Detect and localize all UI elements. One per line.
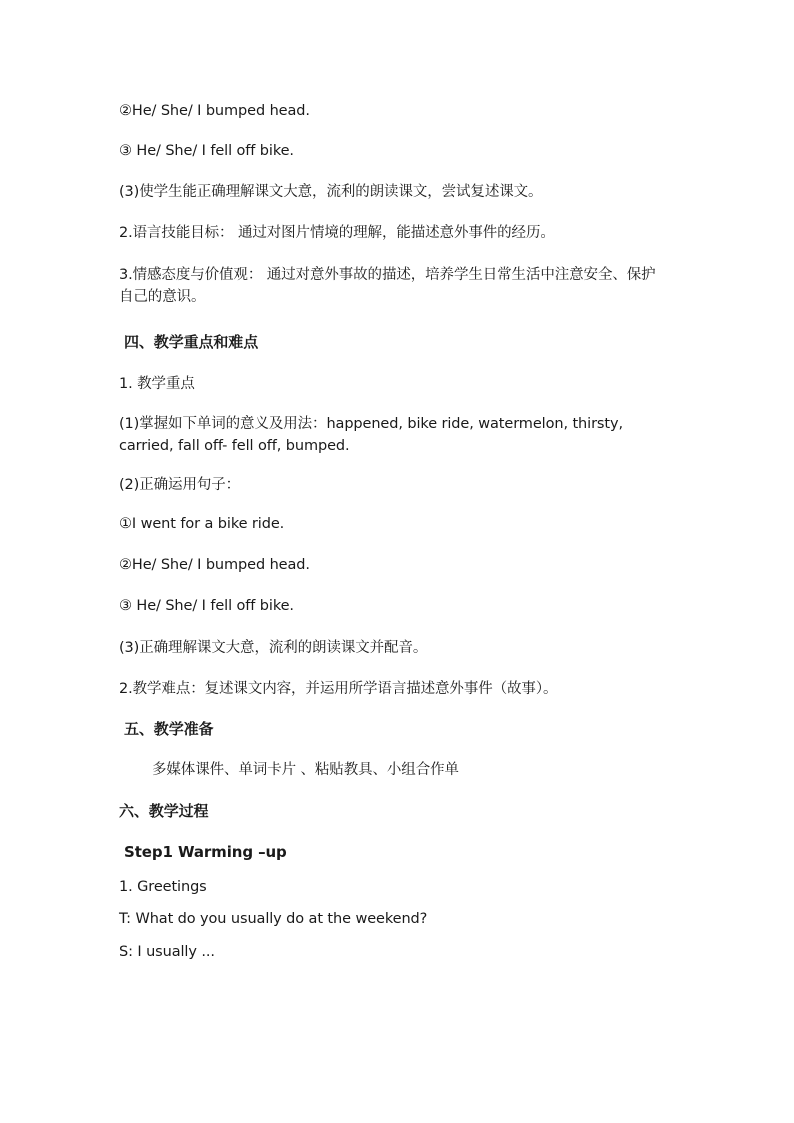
section-heading-process: 六、教学过程 (119, 802, 209, 820)
teacher-question: T: What do you usually do at the weekend? (119, 911, 428, 927)
emotion-attitude-objective: 3.情感态度与价值观： 通过对意外事故的描述，培养学生日常生活中注意安全、保护自己的意识。 (119, 267, 656, 305)
focus-item-comprehension: (3)正确理解课文大意，流利的朗读课文并配音。 (119, 640, 428, 656)
sentence-bike-ride: ①I went for a bike ride. (119, 516, 285, 532)
sentence-fell-off-bike-2: ③ He/ She/ I fell off bike. (119, 598, 294, 614)
step1-greetings: 1. Greetings (119, 879, 207, 895)
focus-item-sentences: (2)正确运用句子： (119, 477, 241, 493)
section-heading-key-points: 四、教学重点和难点 (124, 333, 259, 351)
sentence-bumped-head-2: ②He/ She/ I bumped head. (119, 557, 310, 573)
step1-heading: Step1 Warming –up (124, 843, 287, 861)
section-heading-preparation: 五、教学准备 (124, 720, 214, 738)
focus-item-vocabulary: (1)掌握如下单词的意义及用法：happened, bike ride, watermelon, thirsty, carried, fall off- fell off, bumped. (119, 416, 623, 454)
objective-item-3: (3)使学生能正确理解课文大意，流利的朗读课文，尝试复述课文。 (119, 184, 543, 200)
sentence-fell-off-bike: ③ He/ She/ I fell off bike. (119, 143, 294, 159)
language-skill-objective: 2.语言技能目标： 通过对图片情境的理解，能描述意外事件的经历。 (119, 225, 555, 241)
subheading-teaching-focus: 1. 教学重点 (119, 376, 195, 392)
preparation-materials: 多媒体课件、单词卡片 、粘贴教具、小组合作单 (152, 762, 459, 778)
sentence-bumped-head: ②He/ She/ I bumped head. (119, 103, 310, 119)
student-answer: S: I usually ... (119, 944, 215, 960)
teaching-difficulty: 2.教学难点：复述课文内容，并运用所学语言描述意外事件（故事）。 (119, 681, 558, 697)
